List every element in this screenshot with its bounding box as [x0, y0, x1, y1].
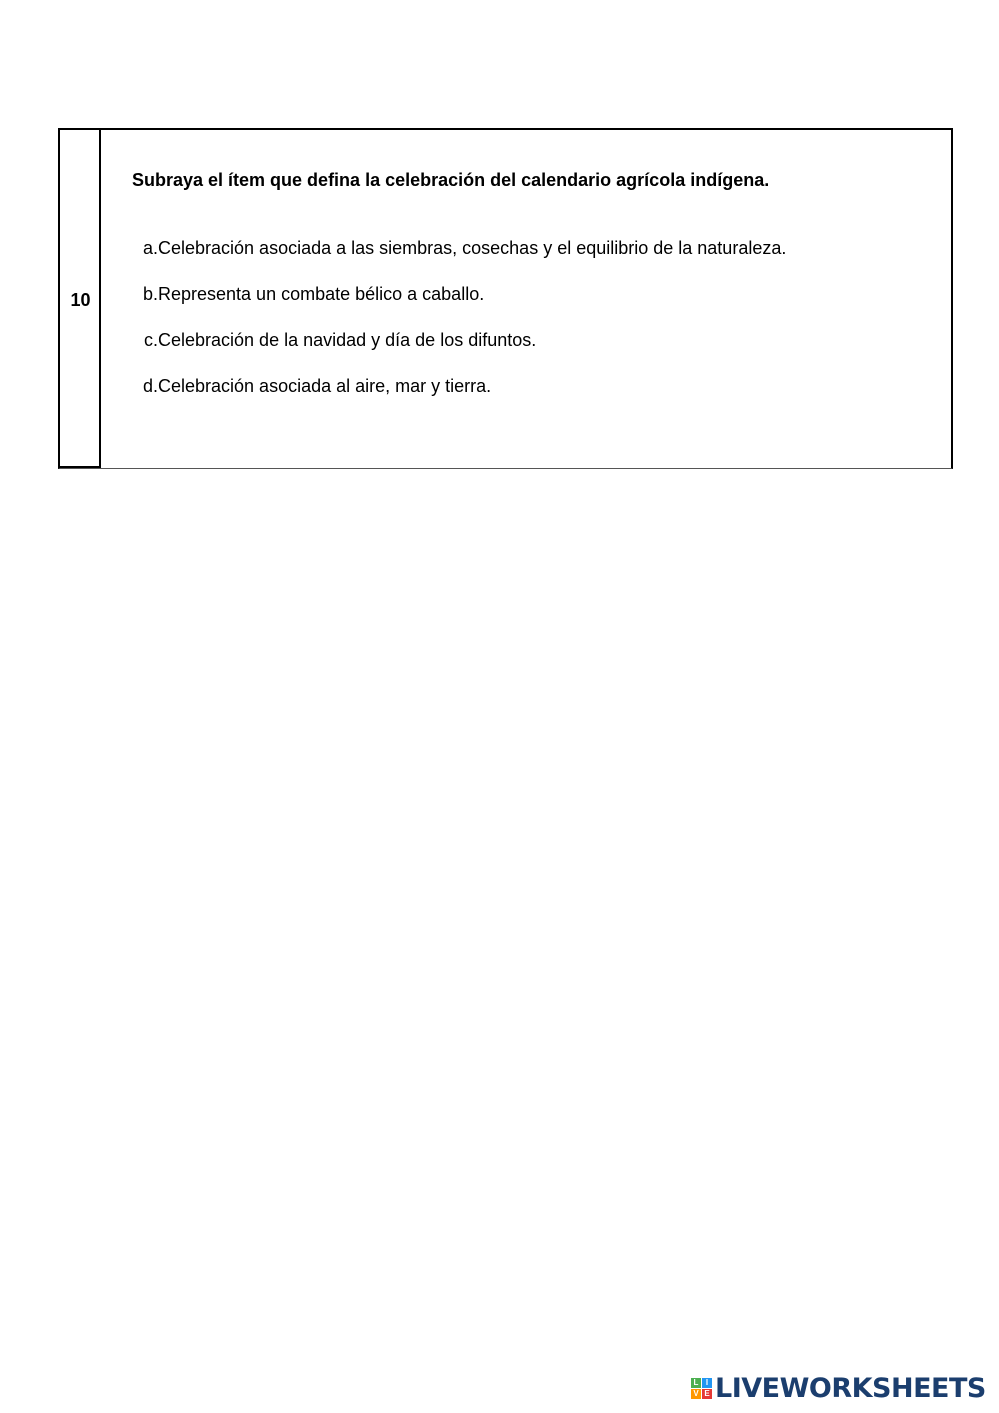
brand-name: LIVEWORKSHEETS: [715, 1373, 986, 1404]
option-text: Representa un combate bélico a caballo.: [158, 284, 485, 304]
logo-tile-v: V: [691, 1389, 701, 1399]
option-letter: a.: [142, 238, 158, 258]
answer-options: [140, 238, 786, 422]
option-text: Celebración asociada al aire, mar y tierra.: [158, 376, 492, 396]
answer-option-d[interactable]: [140, 376, 786, 422]
option-letter: b.: [142, 284, 158, 304]
question-number-cell: [60, 130, 101, 468]
liveworksheets-brand: [691, 1373, 986, 1404]
option-letter: c.: [143, 330, 158, 350]
option-text: Celebración de la navidad y día de los difuntos.: [158, 330, 537, 350]
option-text: Celebración asociada a las siembras, cosechas y el equilibrio de la naturaleza.: [158, 238, 787, 258]
answer-option-c[interactable]: [140, 330, 786, 376]
liveworksheets-logo-icon: [691, 1378, 712, 1399]
question-prompt: Subraya el ítem que defina la celebración del calendario agrícola indígena.: [132, 170, 770, 190]
question-table: [58, 128, 953, 469]
answer-option-b[interactable]: [140, 284, 786, 330]
answer-option-a[interactable]: [140, 238, 786, 284]
option-letter: d.: [142, 376, 158, 396]
logo-tile-i: I: [702, 1378, 712, 1388]
question-number: 10: [70, 290, 91, 310]
logo-tile-l: L: [691, 1378, 701, 1388]
logo-tile-e: E: [702, 1389, 712, 1399]
